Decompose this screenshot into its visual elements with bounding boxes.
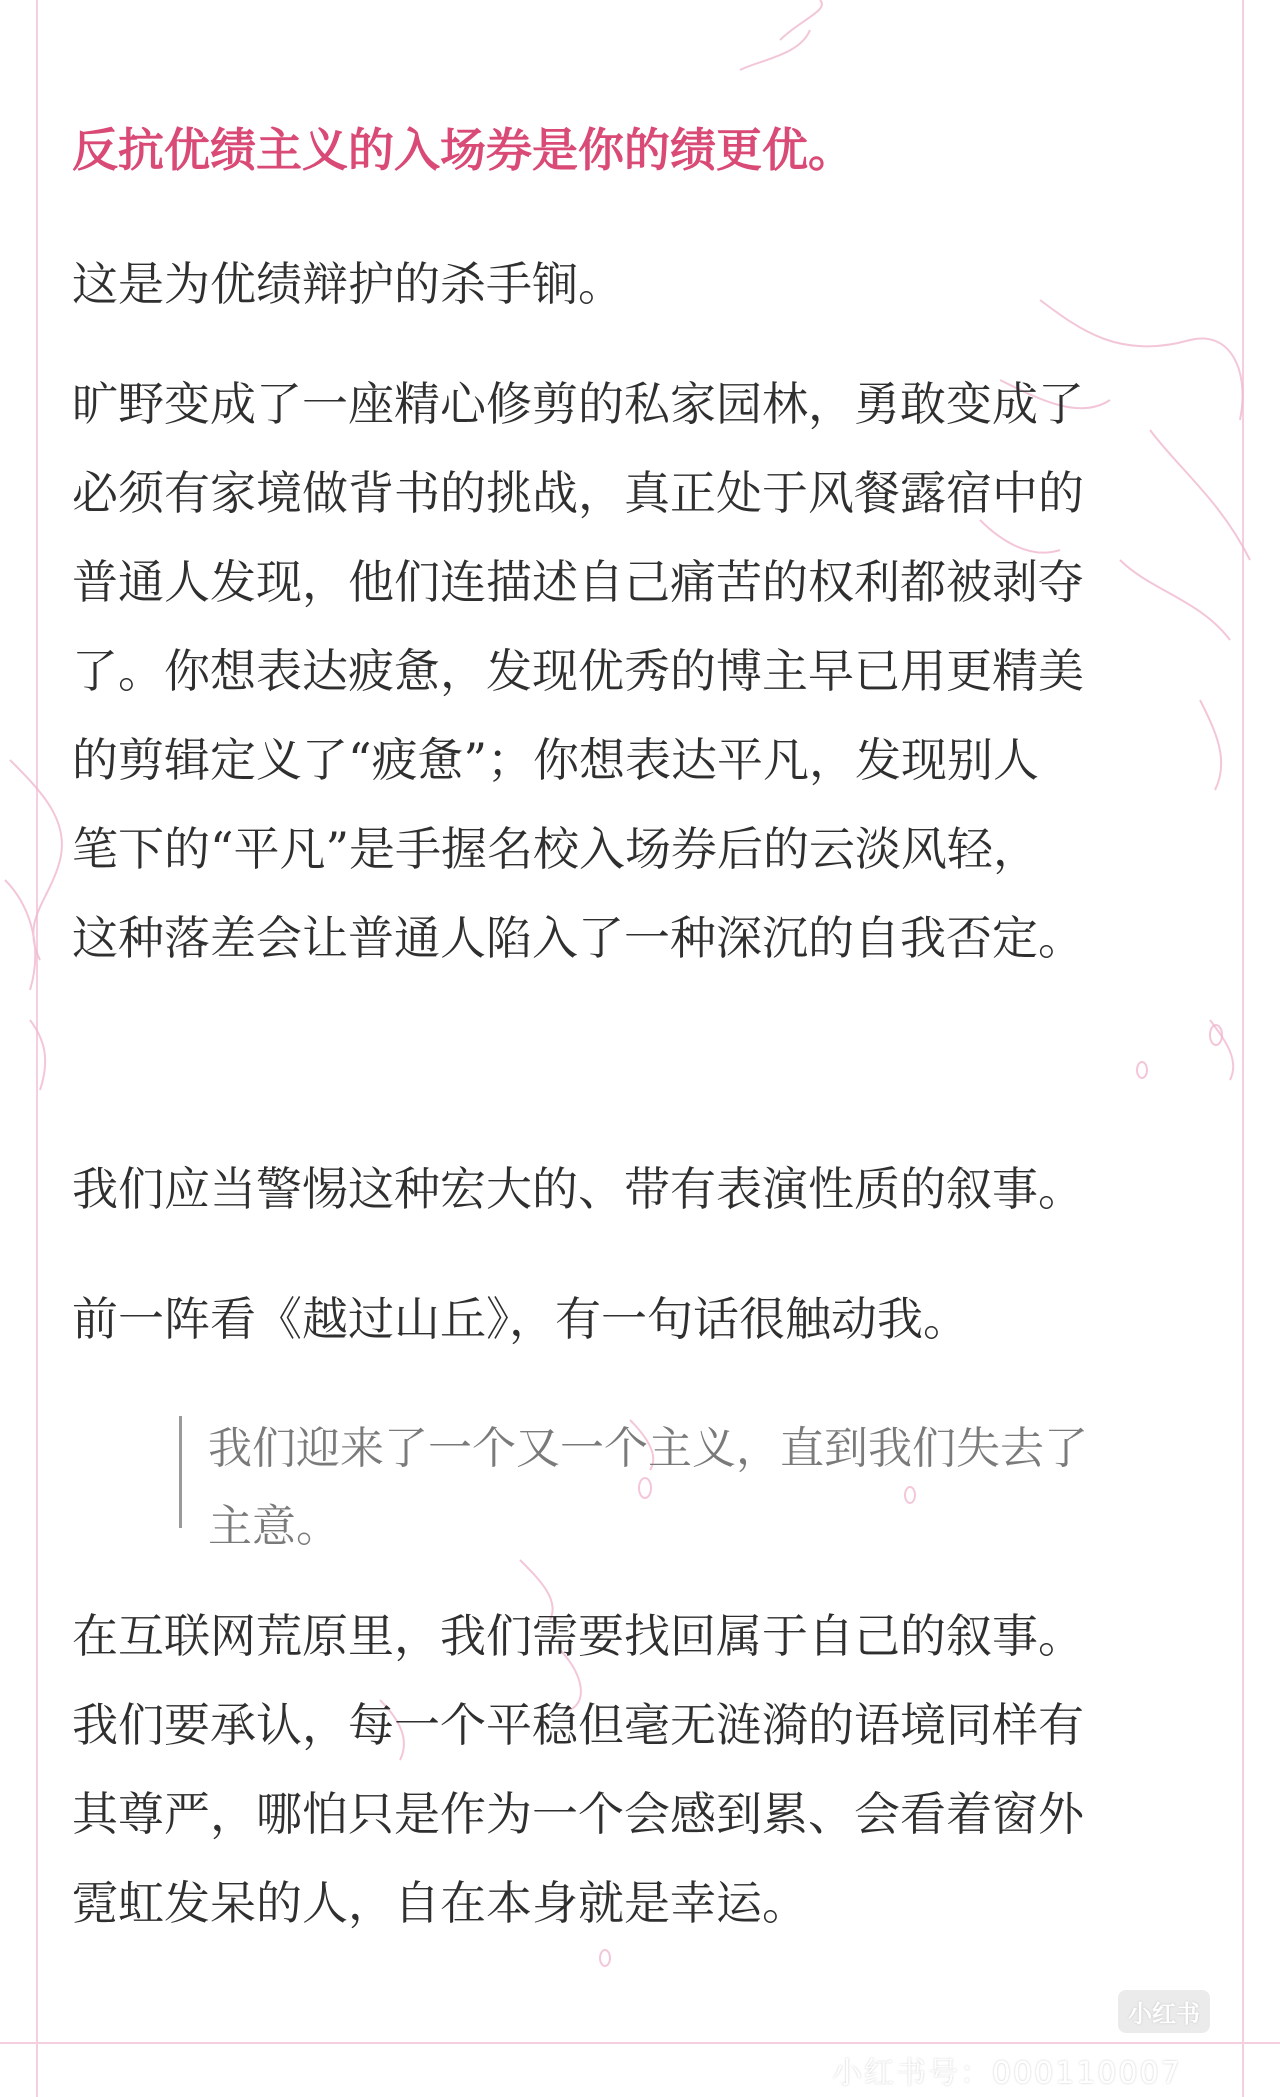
xiaohongshu-watermark-logo: 小红书 bbox=[1118, 1990, 1210, 2033]
blockquote bbox=[208, 1410, 1280, 1566]
right-margin-line bbox=[1242, 0, 1244, 2097]
paragraph-2-line: 必须有家境做背书的挑战，真正处于风餐露宿中的 bbox=[72, 466, 1084, 520]
paragraph-5 bbox=[72, 1592, 1084, 1948]
paragraph-2-line: 这种落差会让普通人陷入了一种深沉的自我否定。 bbox=[72, 911, 1084, 965]
bottom-margin-line bbox=[0, 2042, 1280, 2044]
paragraph-5-line: 在互联网荒原里，我们需要找回属于自己的叙事。 bbox=[72, 1609, 1084, 1663]
paragraph-5-line: 我们要承认，每一个平稳但毫无涟漪的语境同样有 bbox=[72, 1698, 1084, 1752]
paragraph-2-line: 笔下的“平凡”是手握名校入场券后的云淡风轻， bbox=[72, 822, 1040, 876]
blockquote-line: 我们迎来了一个又一个主义，直到我们失去了 bbox=[208, 1423, 1088, 1474]
paragraph-2-line: 的剪辑定义了“疲惫”；你想表达平凡，发现别人 bbox=[72, 733, 1040, 787]
paragraph-5-line: 其尊严，哪怕只是作为一个会感到累、会看着窗外 bbox=[72, 1787, 1084, 1841]
paragraph-5-line: 霓虹发呆的人，自在本身就是幸运。 bbox=[72, 1876, 808, 1930]
blockquote-line: 主意。 bbox=[208, 1501, 340, 1552]
xiaohongshu-id-watermark: 小红书号：000110007 bbox=[832, 2056, 1182, 2091]
blockquote-bar bbox=[179, 1416, 182, 1528]
paragraph-2-line: 普通人发现，他们连描述自己痛苦的权利都被剥夺 bbox=[72, 555, 1084, 609]
paragraph-4: 前一阵看《越过山丘》，有一句话很触动我。 bbox=[72, 1292, 969, 1346]
paragraph-2-line: 旷野变成了一座精心修剪的私家园林，勇敢变成了 bbox=[72, 377, 1084, 431]
paragraph-3: 我们应当警惕这种宏大的、带有表演性质的叙事。 bbox=[72, 1162, 1084, 1216]
left-margin-line bbox=[36, 0, 38, 2097]
paragraph-2-line: 了。你想表达疲惫，发现优秀的博主早已用更精美 bbox=[72, 644, 1084, 698]
article-heading: 反抗优绩主义的入场券是你的绩更优。 bbox=[72, 123, 854, 177]
paragraph-1: 这是为优绩辩护的杀手锏。 bbox=[72, 257, 624, 311]
paragraph-2 bbox=[72, 360, 1084, 983]
